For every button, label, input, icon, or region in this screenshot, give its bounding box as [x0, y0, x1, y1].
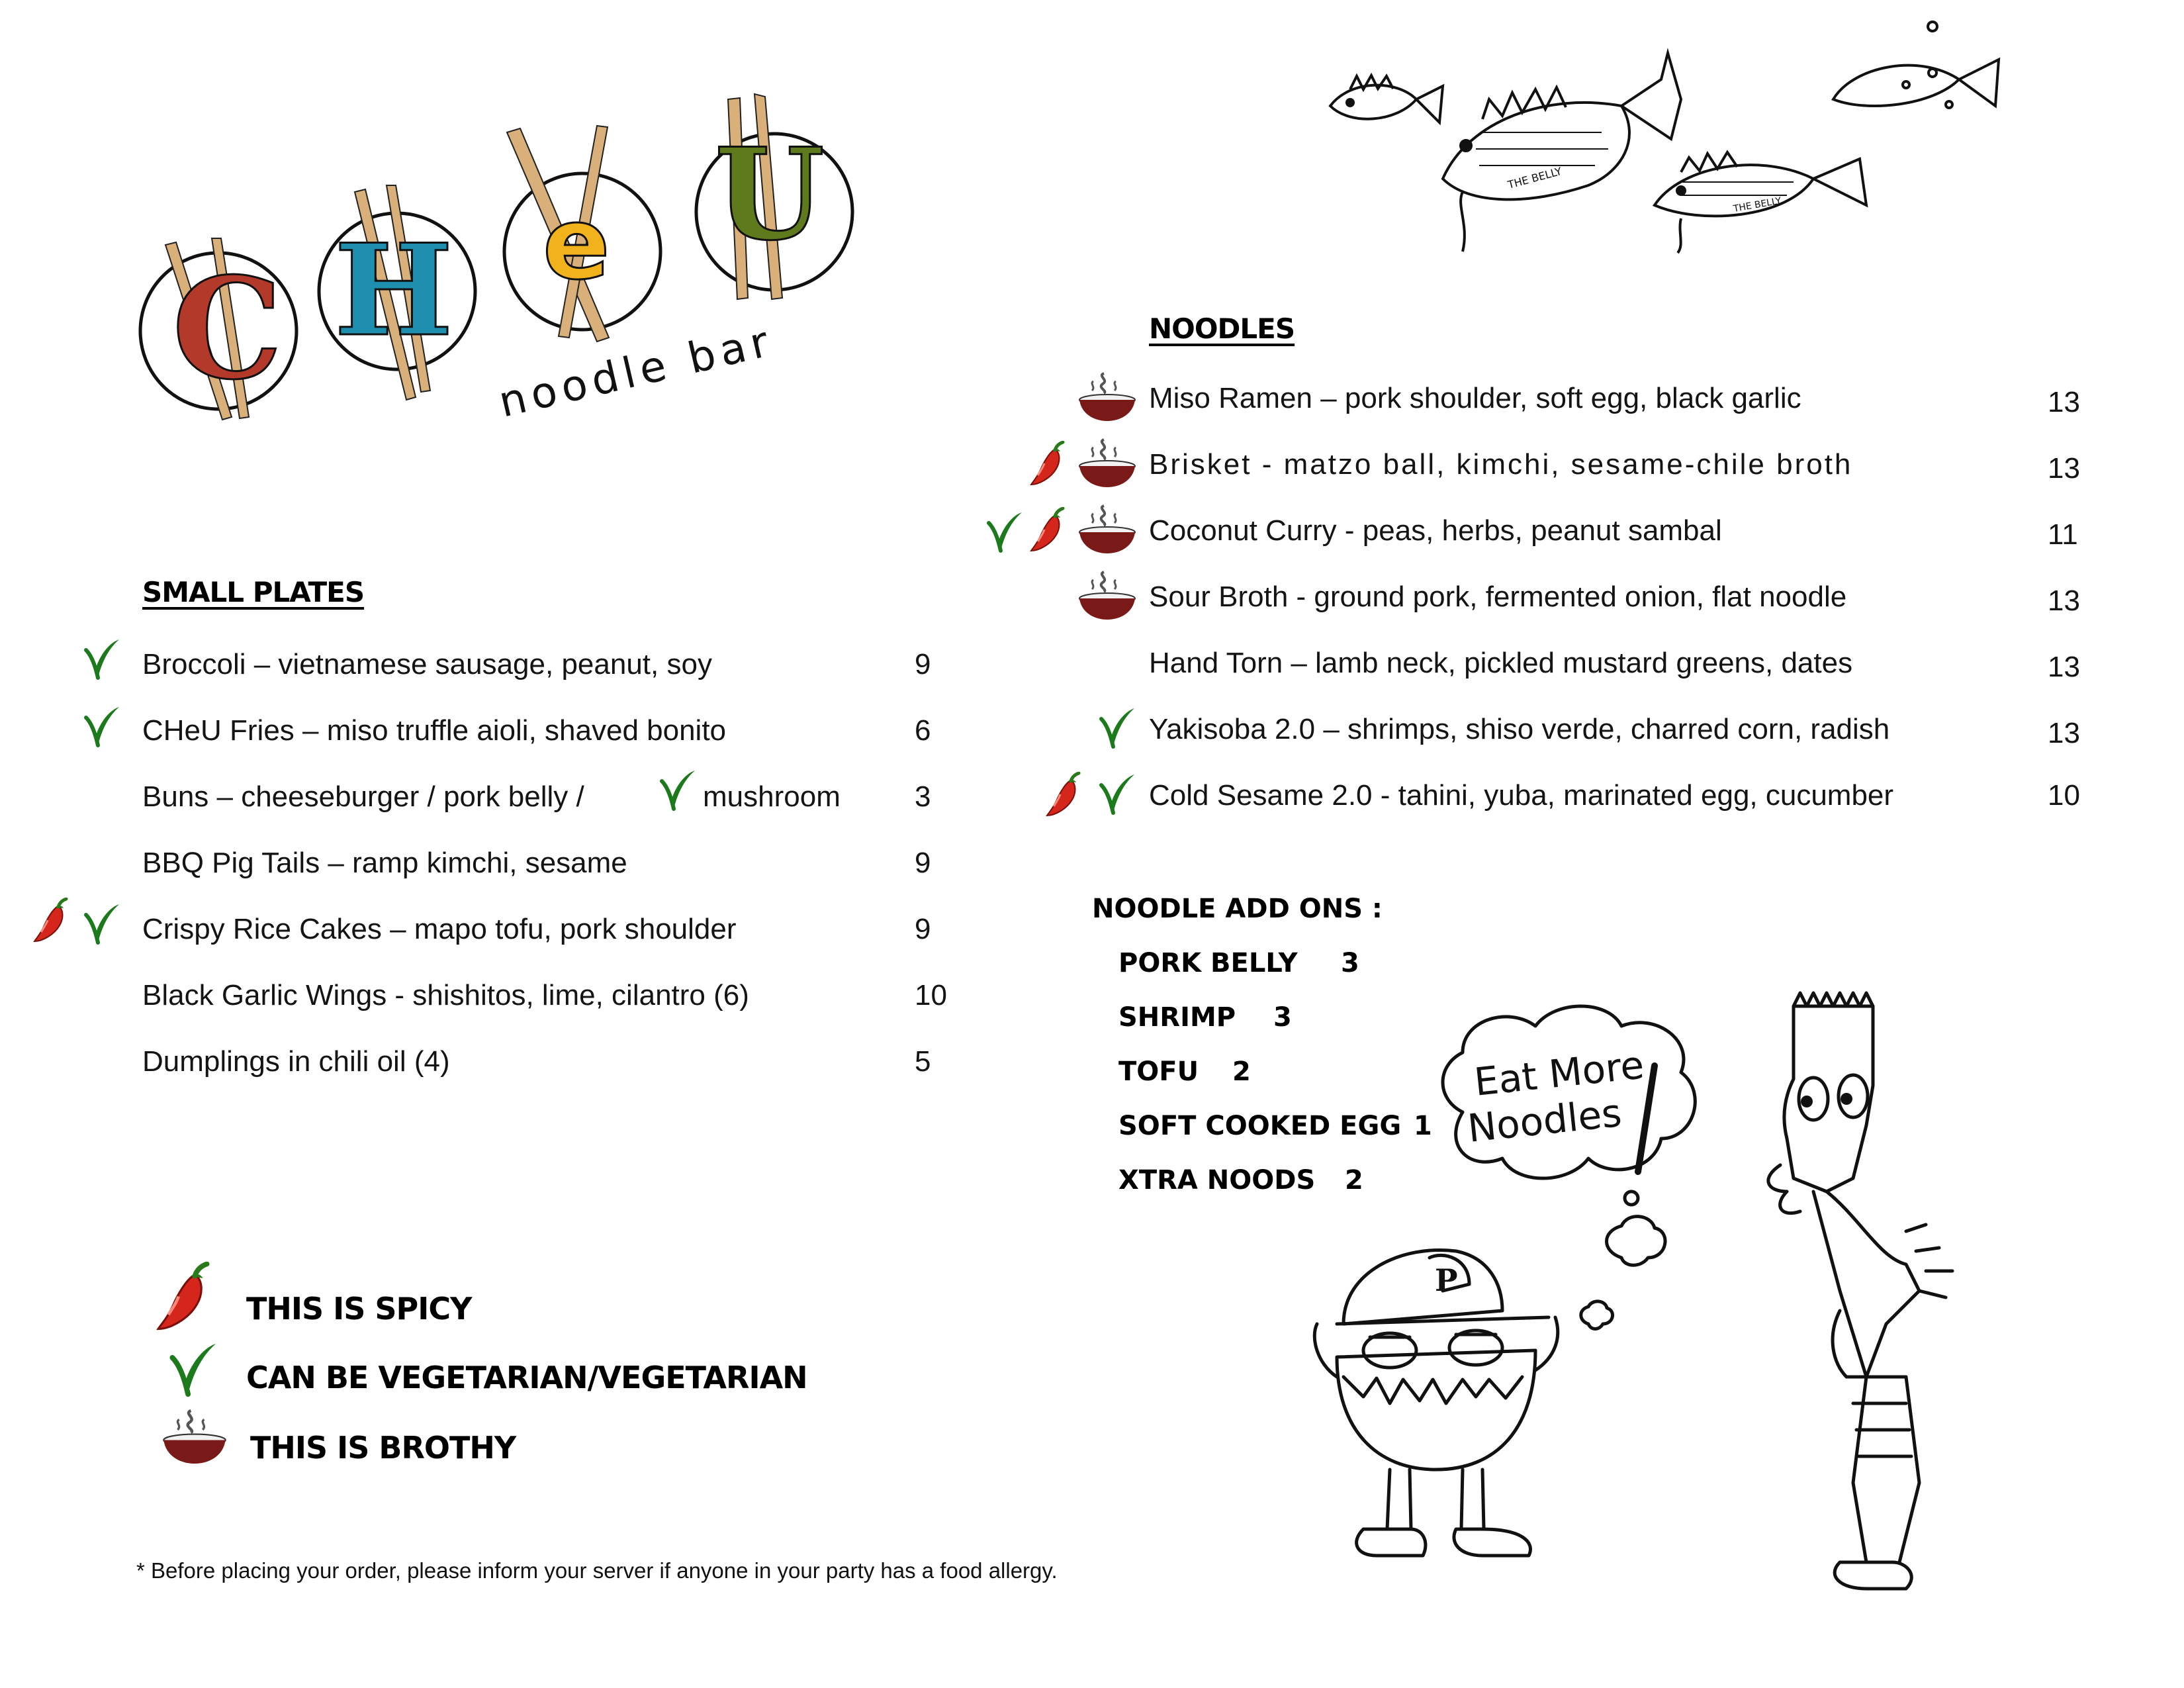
cartoon-illustration — [1271, 980, 2052, 1602]
addon-price: 2 — [1232, 1056, 1251, 1087]
logo-art — [119, 86, 874, 430]
addon-price: 3 — [1273, 1002, 1292, 1033]
noodle-item: Sour Broth - ground pork, fermented onion, flat noodle — [1149, 581, 1847, 613]
noodle-price: 13 — [2048, 585, 2080, 617]
logo-letter-c: C — [172, 247, 283, 410]
chili-icon — [156, 1262, 217, 1333]
chili-icon — [33, 898, 73, 944]
small-plate-price: 9 — [915, 913, 931, 945]
addons-title: NOODLE ADD ONS : — [1092, 894, 1383, 924]
addon-price: 2 — [1345, 1165, 1363, 1196]
noodle-price: 13 — [2048, 452, 2080, 485]
small-plate-item: Crispy Rice Cakes – mapo tofu, pork shoulder — [142, 913, 737, 945]
noodle-item: Miso Ramen – pork shoulder, soft egg, black garlic — [1149, 382, 1801, 414]
vegetarian-icon — [82, 635, 122, 682]
small-plate-price: 10 — [915, 979, 947, 1011]
small-plate-item-mushroom: mushroom — [703, 780, 841, 813]
vegetarian-icon — [658, 767, 698, 813]
small-plate-price: 3 — [915, 780, 931, 813]
logo-letter-h: H — [334, 216, 453, 364]
noodle-item: Yakisoba 2.0 – shrimps, shiso verde, charred corn, radish — [1149, 713, 1890, 745]
addon-price: 3 — [1341, 948, 1359, 978]
small-plate-item: Broccoli – vietnamese sausage, peanut, soy — [142, 648, 712, 680]
small-plate-price: 9 — [915, 847, 931, 879]
exclamation-dot-icon — [1625, 1192, 1638, 1205]
addon-name: SOFT COOKED EGG — [1118, 1111, 1402, 1141]
logo-letter-e: e — [543, 187, 610, 302]
addon-name: SHRIMP — [1118, 1002, 1236, 1033]
logo — [119, 86, 874, 430]
addon-name: TOFU — [1118, 1056, 1199, 1087]
brothy-icon — [161, 1407, 228, 1467]
vegetarian-icon — [1097, 771, 1137, 817]
noodle-item: Cold Sesame 2.0 - tahini, yuba, marinated egg, cucumber — [1149, 779, 1894, 812]
legend-vegetarian: CAN BE VEGETARIAN/VEGETARIAN — [246, 1360, 807, 1395]
vegetarian-icon — [82, 703, 122, 749]
noodle-item: Hand Torn – lamb neck, pickled mustard greens, dates — [1149, 647, 1853, 679]
brothy-icon — [1077, 437, 1137, 490]
addon-name: XTRA NOODS — [1118, 1165, 1316, 1196]
brothy-icon — [1077, 569, 1137, 622]
small-plates-heading: SMALL PLATES — [142, 576, 365, 608]
small-plate-item: Buns – cheeseburger / pork belly / — [142, 780, 584, 813]
noodle-price: 13 — [2048, 386, 2080, 418]
noodle-price: 13 — [2048, 717, 2080, 749]
bubble-line-1: Eat More — [1472, 1042, 1647, 1105]
bubble-line-2: Noodles — [1465, 1090, 1624, 1151]
noodle-price: 13 — [2048, 651, 2080, 683]
brothy-icon — [1077, 503, 1137, 556]
small-plate-item: Dumplings in chili oil (4) — [142, 1045, 450, 1078]
addon-price: 1 — [1414, 1111, 1432, 1141]
vegetarian-icon — [167, 1338, 220, 1399]
noodle-price: 10 — [2048, 779, 2080, 812]
small-plate-price: 6 — [915, 714, 931, 747]
brothy-icon — [1077, 371, 1137, 424]
chili-icon — [1046, 772, 1085, 818]
logo-letter-u: U — [715, 120, 825, 268]
vegetarian-icon — [1097, 704, 1137, 751]
addon-name: PORK BELLY — [1118, 948, 1298, 978]
small-plate-item: BBQ Pig Tails – ramp kimchi, sesame — [142, 847, 627, 879]
legend-spicy: THIS IS SPICY — [246, 1291, 472, 1327]
fish-label: THE BELLY — [1732, 195, 1782, 214]
small-plate-item: CHeU Fries – miso truffle aioli, shaved bonito — [142, 714, 727, 747]
noodles-heading: NOODLES — [1149, 312, 1295, 345]
logo-subtitle: noodle bar — [494, 316, 778, 428]
fish-illustration — [1310, 7, 2012, 258]
noodle-item: Coconut Curry - peas, herbs, peanut sambal — [1149, 514, 1722, 547]
chili-icon — [1030, 441, 1069, 487]
legend-brothy: THIS IS BROTHY — [250, 1430, 516, 1466]
small-plate-price: 5 — [915, 1045, 931, 1078]
noodle-item: Brisket - matzo ball, kimchi, sesame-chile broth — [1149, 448, 1853, 481]
vegetarian-icon — [985, 508, 1024, 555]
vegetarian-icon — [82, 900, 122, 947]
fish-label: THE BELLY — [1506, 164, 1563, 191]
noodle-price: 11 — [2048, 518, 2078, 551]
allergy-footnote: * Before placing your order, please inform your server if anyone in your party has a food allergy. — [136, 1558, 1058, 1583]
chili-icon — [1030, 507, 1069, 553]
cap-letter-icon: P — [1435, 1262, 1458, 1298]
small-plate-item: Black Garlic Wings - shishitos, lime, cilantro (6) — [142, 979, 749, 1011]
small-plate-price: 9 — [915, 648, 931, 680]
